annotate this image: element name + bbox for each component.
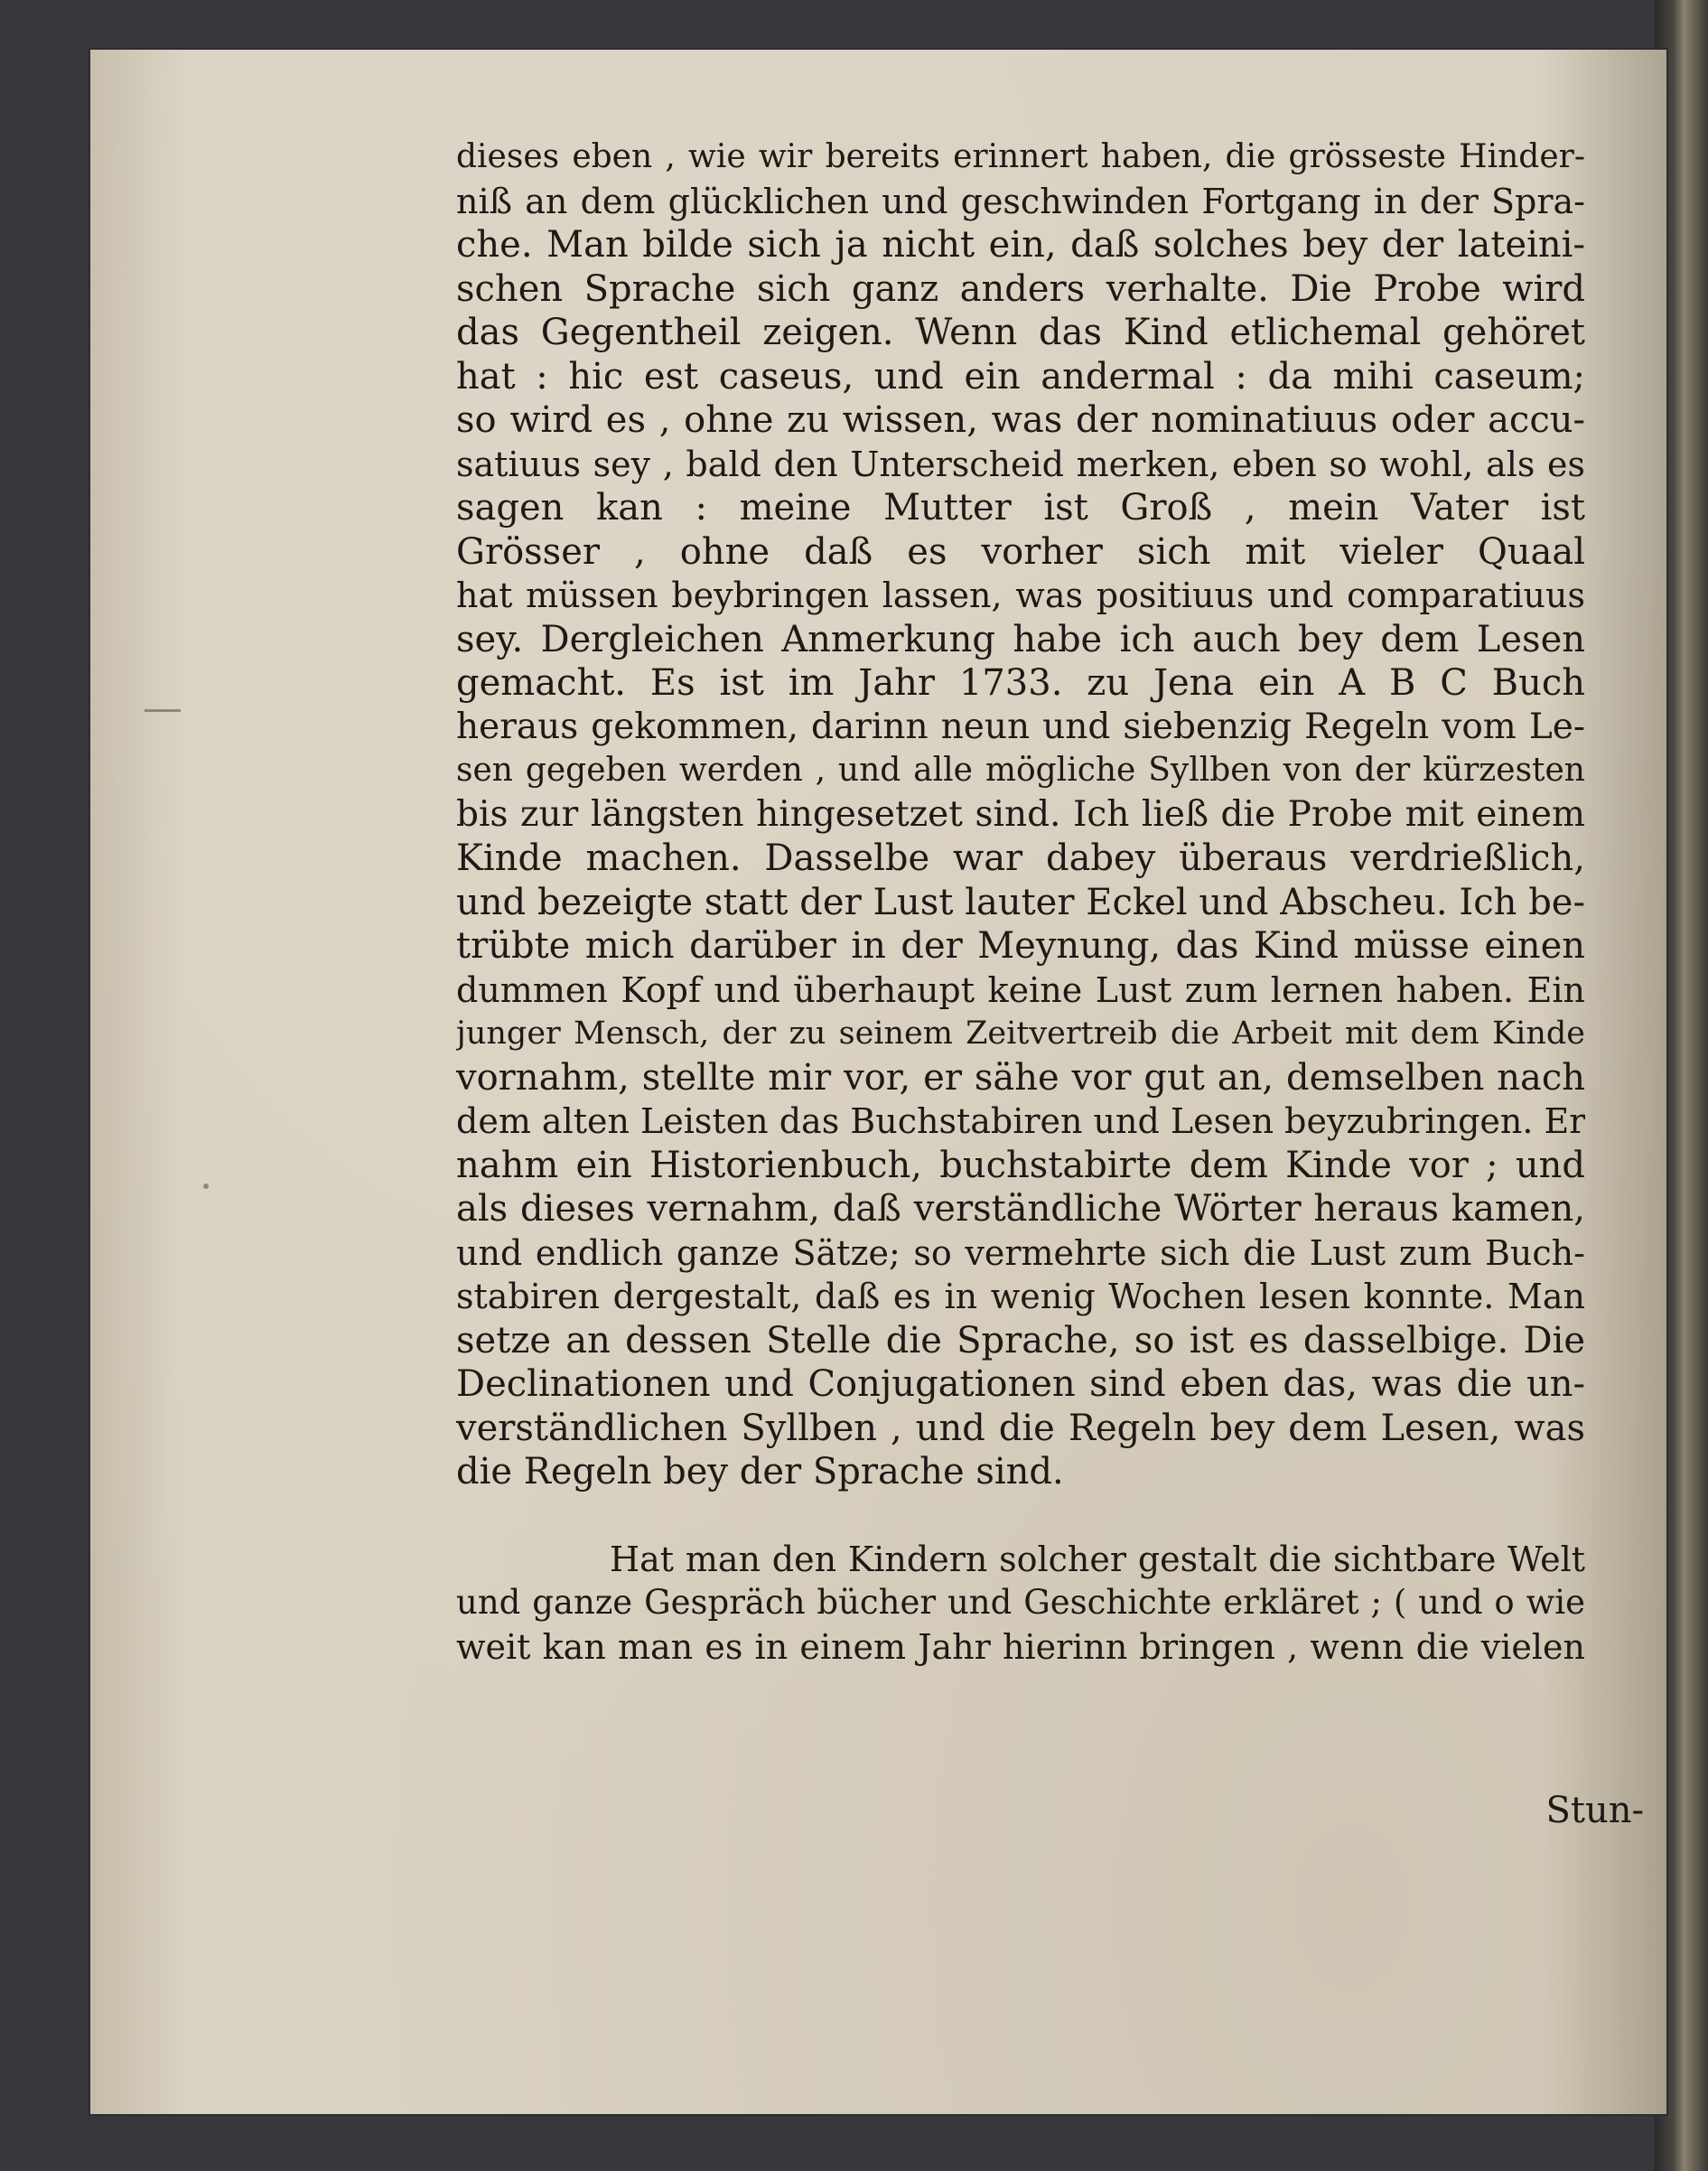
- text-line: als dieses vernahm, daß verständliche Wörter heraus kamen,: [456, 1188, 1585, 1230]
- text-line: vornahm, stellte mir vor, er sähe vor gut an, demselben nach: [456, 1056, 1585, 1099]
- text-line: stabiren dergestalt, daß es in wenig Wochen lesen konnte. Man: [456, 1277, 1585, 1316]
- text-line: gemacht. Es ist im Jahr 1733. zu Jena ein A B C Buch: [456, 662, 1585, 704]
- text-line: schen Sprache sich ganz anders verhalte. Die Probe wird: [456, 267, 1585, 310]
- text-line: niß an dem glücklichen und geschwinden Fortgang in der Spra-: [456, 181, 1585, 221]
- paragraph: [456, 136, 1585, 1494]
- text-line: weit kan man es in einem Jahr hierinn bringen , wenn die vielen: [456, 1626, 1585, 1667]
- text-line: dieses eben , wie wir bereits erinnert haben, die grösseste Hinder-: [456, 138, 1585, 175]
- text-line: che. Man bilde sich ja nicht ein, daß solches bey der lateini-: [456, 224, 1585, 266]
- margin-mark: [203, 1184, 209, 1189]
- text-line: die Regeln bey der Sprache sind.: [456, 1451, 1064, 1493]
- text-line: junger Mensch, der zu seinem Zeitvertreib die Arbeit mit dem Kinde: [456, 1015, 1585, 1052]
- text-line: dummen Kopf und überhaupt keine Lust zum lernen haben. Ein: [456, 969, 1585, 1010]
- catchword: Stun-: [1545, 1790, 1644, 1831]
- text-line: hat : hic est caseus, und ein andermal : da mihi caseum;: [456, 355, 1585, 398]
- text-line: nahm ein Historienbuch, buchstabirte dem Kinde vor ; und: [456, 1144, 1585, 1186]
- text-line: und ganze Gespräch bücher und Geschichte erkläret ; ( und o wie: [456, 1583, 1585, 1622]
- text-line: satiuus sey , bald den Unterscheid merken, eben so wohl, als es: [456, 444, 1585, 484]
- text-line: sagen kan : meine Mutter ist Groß , mein Vater ist: [456, 487, 1585, 529]
- text-line: verständlichen Syllben , und die Regeln bey dem Lesen, was: [456, 1407, 1585, 1449]
- text-line: und bezeigte statt der Lust lauter Eckel und Abscheu. Ich be-: [456, 881, 1585, 923]
- text-line: und endlich ganze Sätze; so vermehrte sich die Lust zum Buch-: [456, 1232, 1585, 1273]
- margin-mark: [145, 709, 181, 712]
- text-line: sey. Dergleichen Anmerkung habe ich auch bey dem Lesen: [456, 618, 1585, 660]
- text-line: trübte mich darüber in der Meynung, das Kind müsse einen: [456, 925, 1585, 967]
- body-text: [456, 136, 1585, 1669]
- text-line: so wird es , ohne zu wissen, was der nominatiuus oder accu-: [456, 399, 1585, 441]
- text-line: Grösser , ohne daß es vorher sich mit vieler Quaal: [456, 530, 1585, 573]
- text-line: Kinde machen. Dasselbe war dabey überaus verdrießlich,: [456, 838, 1585, 879]
- text-line: setze an dessen Stelle die Sprache, so ist es dasselbige. Die: [456, 1319, 1585, 1362]
- text-line: das Gegentheil zeigen. Wenn das Kind etlichemal gehöret: [456, 312, 1585, 353]
- text-line: Hat man den Kindern solcher gestalt die sichtbare Welt: [610, 1539, 1585, 1579]
- text-line: hat müssen beybringen lassen, was positiuus und comparatiuus: [456, 576, 1585, 615]
- text-line: bis zur längsten hingesetzet sind. Ich ließ die Probe mit einem: [456, 793, 1585, 835]
- text-line: sen gegeben werden , und alle mögliche Syllben von der kürzesten: [456, 752, 1585, 789]
- text-line: heraus gekommen, darinn neun und siebenzig Regeln vom Le-: [456, 706, 1585, 747]
- text-line: dem alten Leisten das Buchstabiren und Lesen beyzubringen. Er: [456, 1101, 1585, 1141]
- paragraph: [456, 1538, 1585, 1670]
- paragraph-gap: [456, 1494, 1585, 1538]
- text-line: Declinationen und Conjugationen sind eben das, was die un-: [456, 1363, 1585, 1405]
